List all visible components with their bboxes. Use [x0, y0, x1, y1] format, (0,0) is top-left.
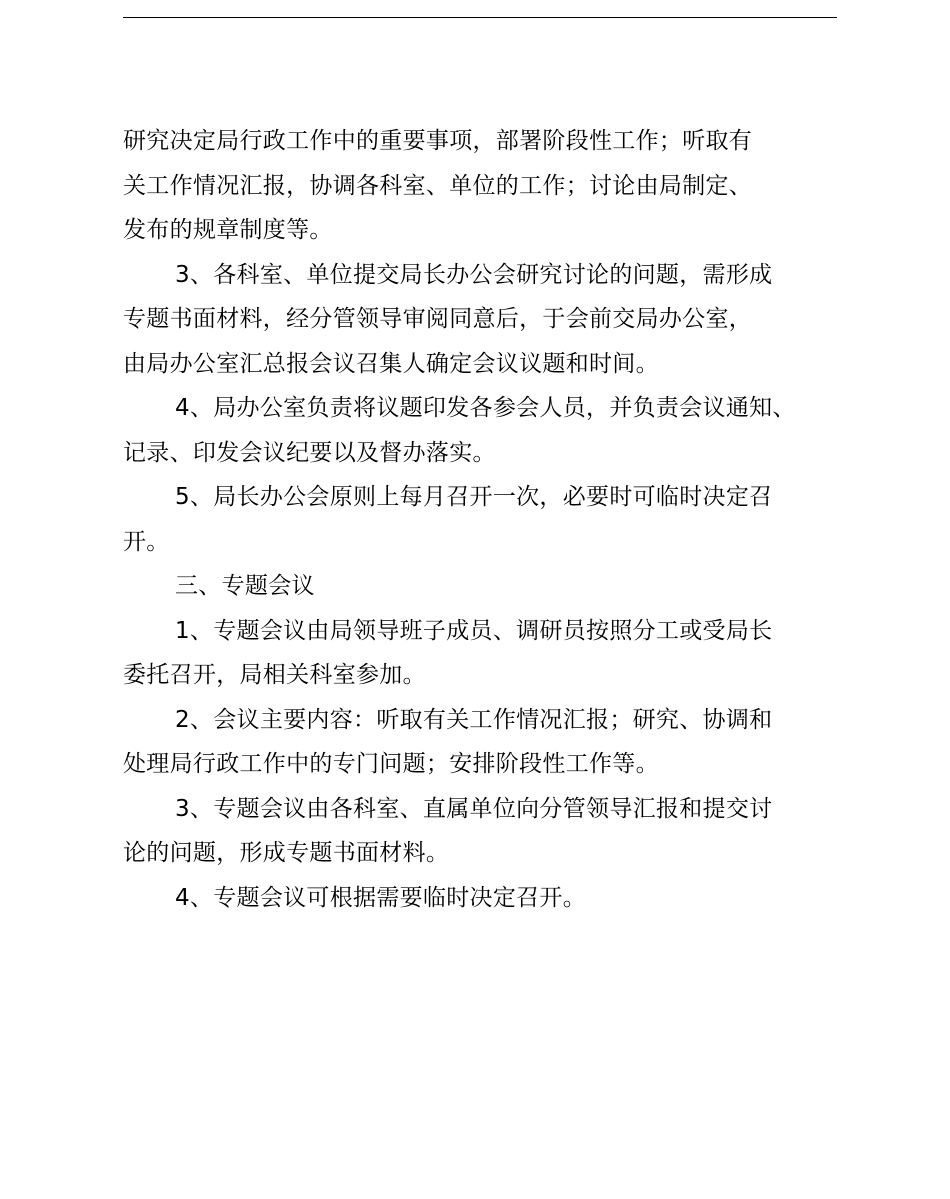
text-line-2: 关工作情况汇报，协调各科室、单位的工作；讨论由局制定、: [123, 172, 753, 199]
text-line-3: 发布的规章制度等。: [123, 217, 333, 243]
text-line-6: 由局办公室汇总报会议召集人确定会议议题和时间。: [123, 350, 659, 377]
text-line-7: 4、局办公室负责将议题印发各参会人员，并负责会议通知、: [175, 395, 796, 421]
text-line-5: 专题书面材料，经分管领导审阅同意后，于会前交局办公室，: [123, 306, 753, 332]
text-line-13: 委托召开，局相关科室参加。: [123, 662, 426, 688]
text-line-4: 3、各科室、单位提交局长办公会研究讨论的问题，需形成: [175, 261, 773, 288]
text-line-16: 3、专题会议由各科室、直属单位向分管领导汇报和提交讨: [175, 795, 773, 822]
text-line-1: 研究决定局行政工作中的重要事项，部署阶段性工作；听取有: [123, 128, 753, 154]
text-line-18: 4、专题会议可根据需要临时决定召开。: [175, 884, 587, 911]
text-line-15: 处理局行政工作中的专门问题；安排阶段性工作等。: [123, 751, 659, 777]
text-line-10: 开。: [123, 528, 170, 555]
text-line-14: 2、会议主要内容：听取有关工作情况汇报；研究、协调和: [175, 706, 773, 733]
section-heading: 三、专题会议: [175, 573, 315, 599]
header-rule: [123, 17, 837, 18]
text-line-12: 1、专题会议由局领导班子成员、调研员按照分工或受局长: [175, 617, 773, 644]
text-line-9: 5、局长办公会原则上每月召开一次，必要时可临时决定召: [175, 484, 773, 510]
text-line-8: 记录、印发会议纪要以及督办落实。: [123, 439, 496, 466]
document-body: [123, 119, 863, 920]
text-line-17: 论的问题，形成专题书面材料。: [123, 840, 450, 866]
